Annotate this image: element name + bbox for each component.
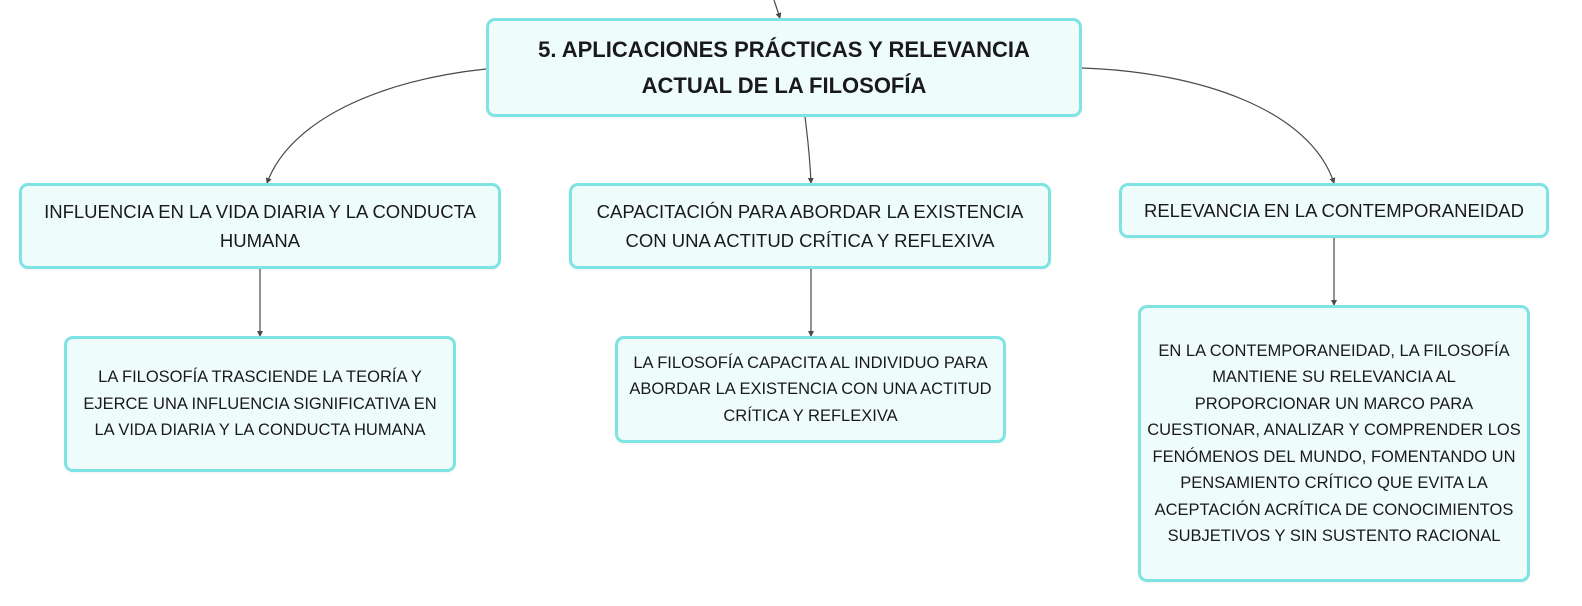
branch-node-critical-attitude[interactable] [569, 183, 1051, 269]
root-topic-label: 5. APLICACIONES PRÁCTICAS Y RELEVANCIA ACTUAL DE LA FILOSOFÍA [538, 36, 1030, 98]
detail-text: EN LA CONTEMPORANEIDAD, LA FILOSOFÍA MANTIENE SU RELEVANCIA AL PROPORCIONAR UN MARCO PARA CUESTIONAR, ANALIZAR Y COMPRENDER LOS FENÓMENOS DEL MUNDO, FOMENTANDO UN PENSAMIENTO CRÍTICO QUE EVITA LA ACEPTACIÓN ACRÍTICA DE CONOCIMIENTOS SUBJETIVOS Y SIN SUSTENTO RACIONAL [1147, 341, 1521, 545]
detail-text: LA FILOSOFÍA CAPACITA AL INDIVIDUO PARA ABORDAR LA EXISTENCIA CON UNA ACTITUD CRÍTICA Y REFLEXIVA [629, 353, 992, 425]
detail-node-critical-attitude[interactable] [615, 336, 1006, 443]
branch-node-daily-life-influence[interactable] [19, 183, 501, 269]
root-topic-node[interactable] [486, 18, 1082, 117]
connector-root-to-branch-a [267, 69, 486, 183]
connector-parent-to-root [774, 0, 780, 18]
branch-node-contemporary-relevance[interactable] [1119, 183, 1549, 238]
detail-node-contemporary-relevance[interactable] [1138, 305, 1530, 582]
detail-node-daily-life-influence[interactable] [64, 336, 456, 472]
connector-root-to-branch-c [1082, 68, 1334, 183]
branch-label: RELEVANCIA EN LA CONTEMPORANEIDAD [1143, 200, 1525, 221]
branch-label: CAPACITACIÓN PARA ABORDAR LA EXISTENCIA CON UNA ACTITUD CRÍTICA Y REFLEXIVA [596, 201, 1024, 251]
branch-label: INFLUENCIA EN LA VIDA DIARIA Y LA CONDUCTA HUMANA [44, 201, 476, 251]
connector-root-to-branch-b [805, 117, 811, 183]
detail-text: LA FILOSOFÍA TRASCIENDE LA TEORÍA Y EJERCE UNA INFLUENCIA SIGNIFICATIVA EN LA VIDA DIARIA Y LA CONDUCTA HUMANA [83, 368, 437, 440]
